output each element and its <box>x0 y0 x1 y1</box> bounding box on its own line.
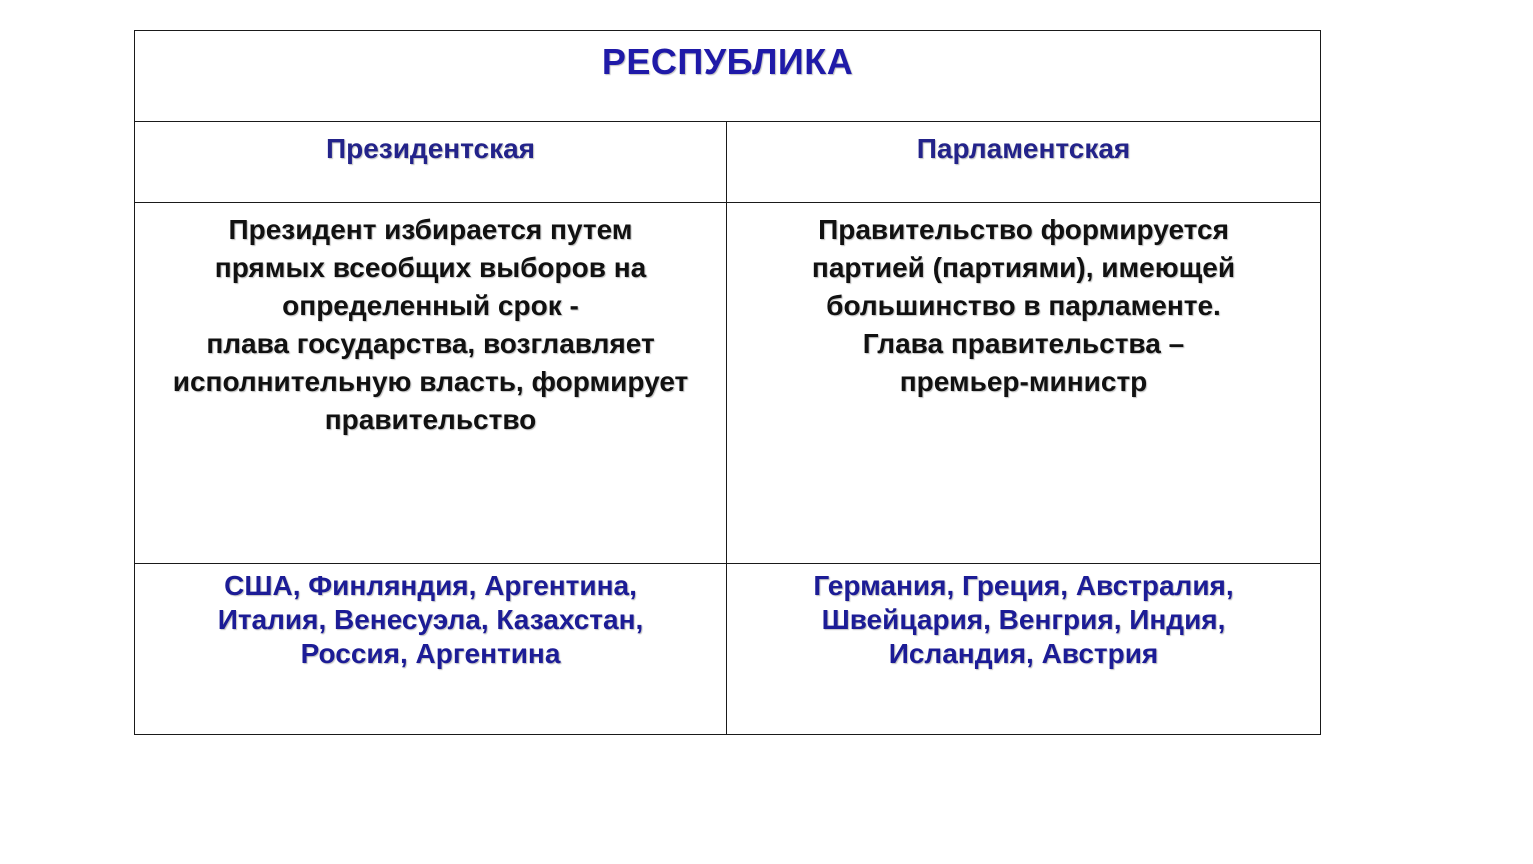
presidential-heading: Президентская <box>325 133 536 164</box>
presidential-countries-cell <box>135 564 727 735</box>
presidential-description-cell <box>135 203 727 564</box>
parliamentary-heading: Парламентская <box>916 133 1131 164</box>
presidential-description: Президент избирается путем прямых всеобщих выборов на определенный срок - плава государства, возглавляет исполнительную власть, формирует правительство <box>172 214 689 435</box>
parliamentary-countries: Германия, Греция, Австралия, Швейцария, Венгрия, Индия, Исландия, Австрия <box>813 570 1234 669</box>
presidential-countries: США, Финляндия, Аргентина, Италия, Венесуэла, Казахстан, Россия, Аргентина <box>217 570 644 669</box>
parliamentary-countries-cell <box>727 564 1321 735</box>
title-cell <box>135 31 1321 122</box>
description-row <box>135 203 1321 564</box>
republic-table <box>134 30 1321 735</box>
title-row <box>135 31 1321 122</box>
parliamentary-type-cell <box>727 122 1321 203</box>
parliamentary-description: Правительство формируется партией (партиями), имеющей большинство в парламенте. Глава правительства – премьер-министр <box>811 214 1236 397</box>
presidential-type-cell <box>135 122 727 203</box>
parliamentary-description-cell <box>727 203 1321 564</box>
table-title: РЕСПУБЛИКА <box>601 41 854 82</box>
countries-row <box>135 564 1321 735</box>
types-row <box>135 122 1321 203</box>
